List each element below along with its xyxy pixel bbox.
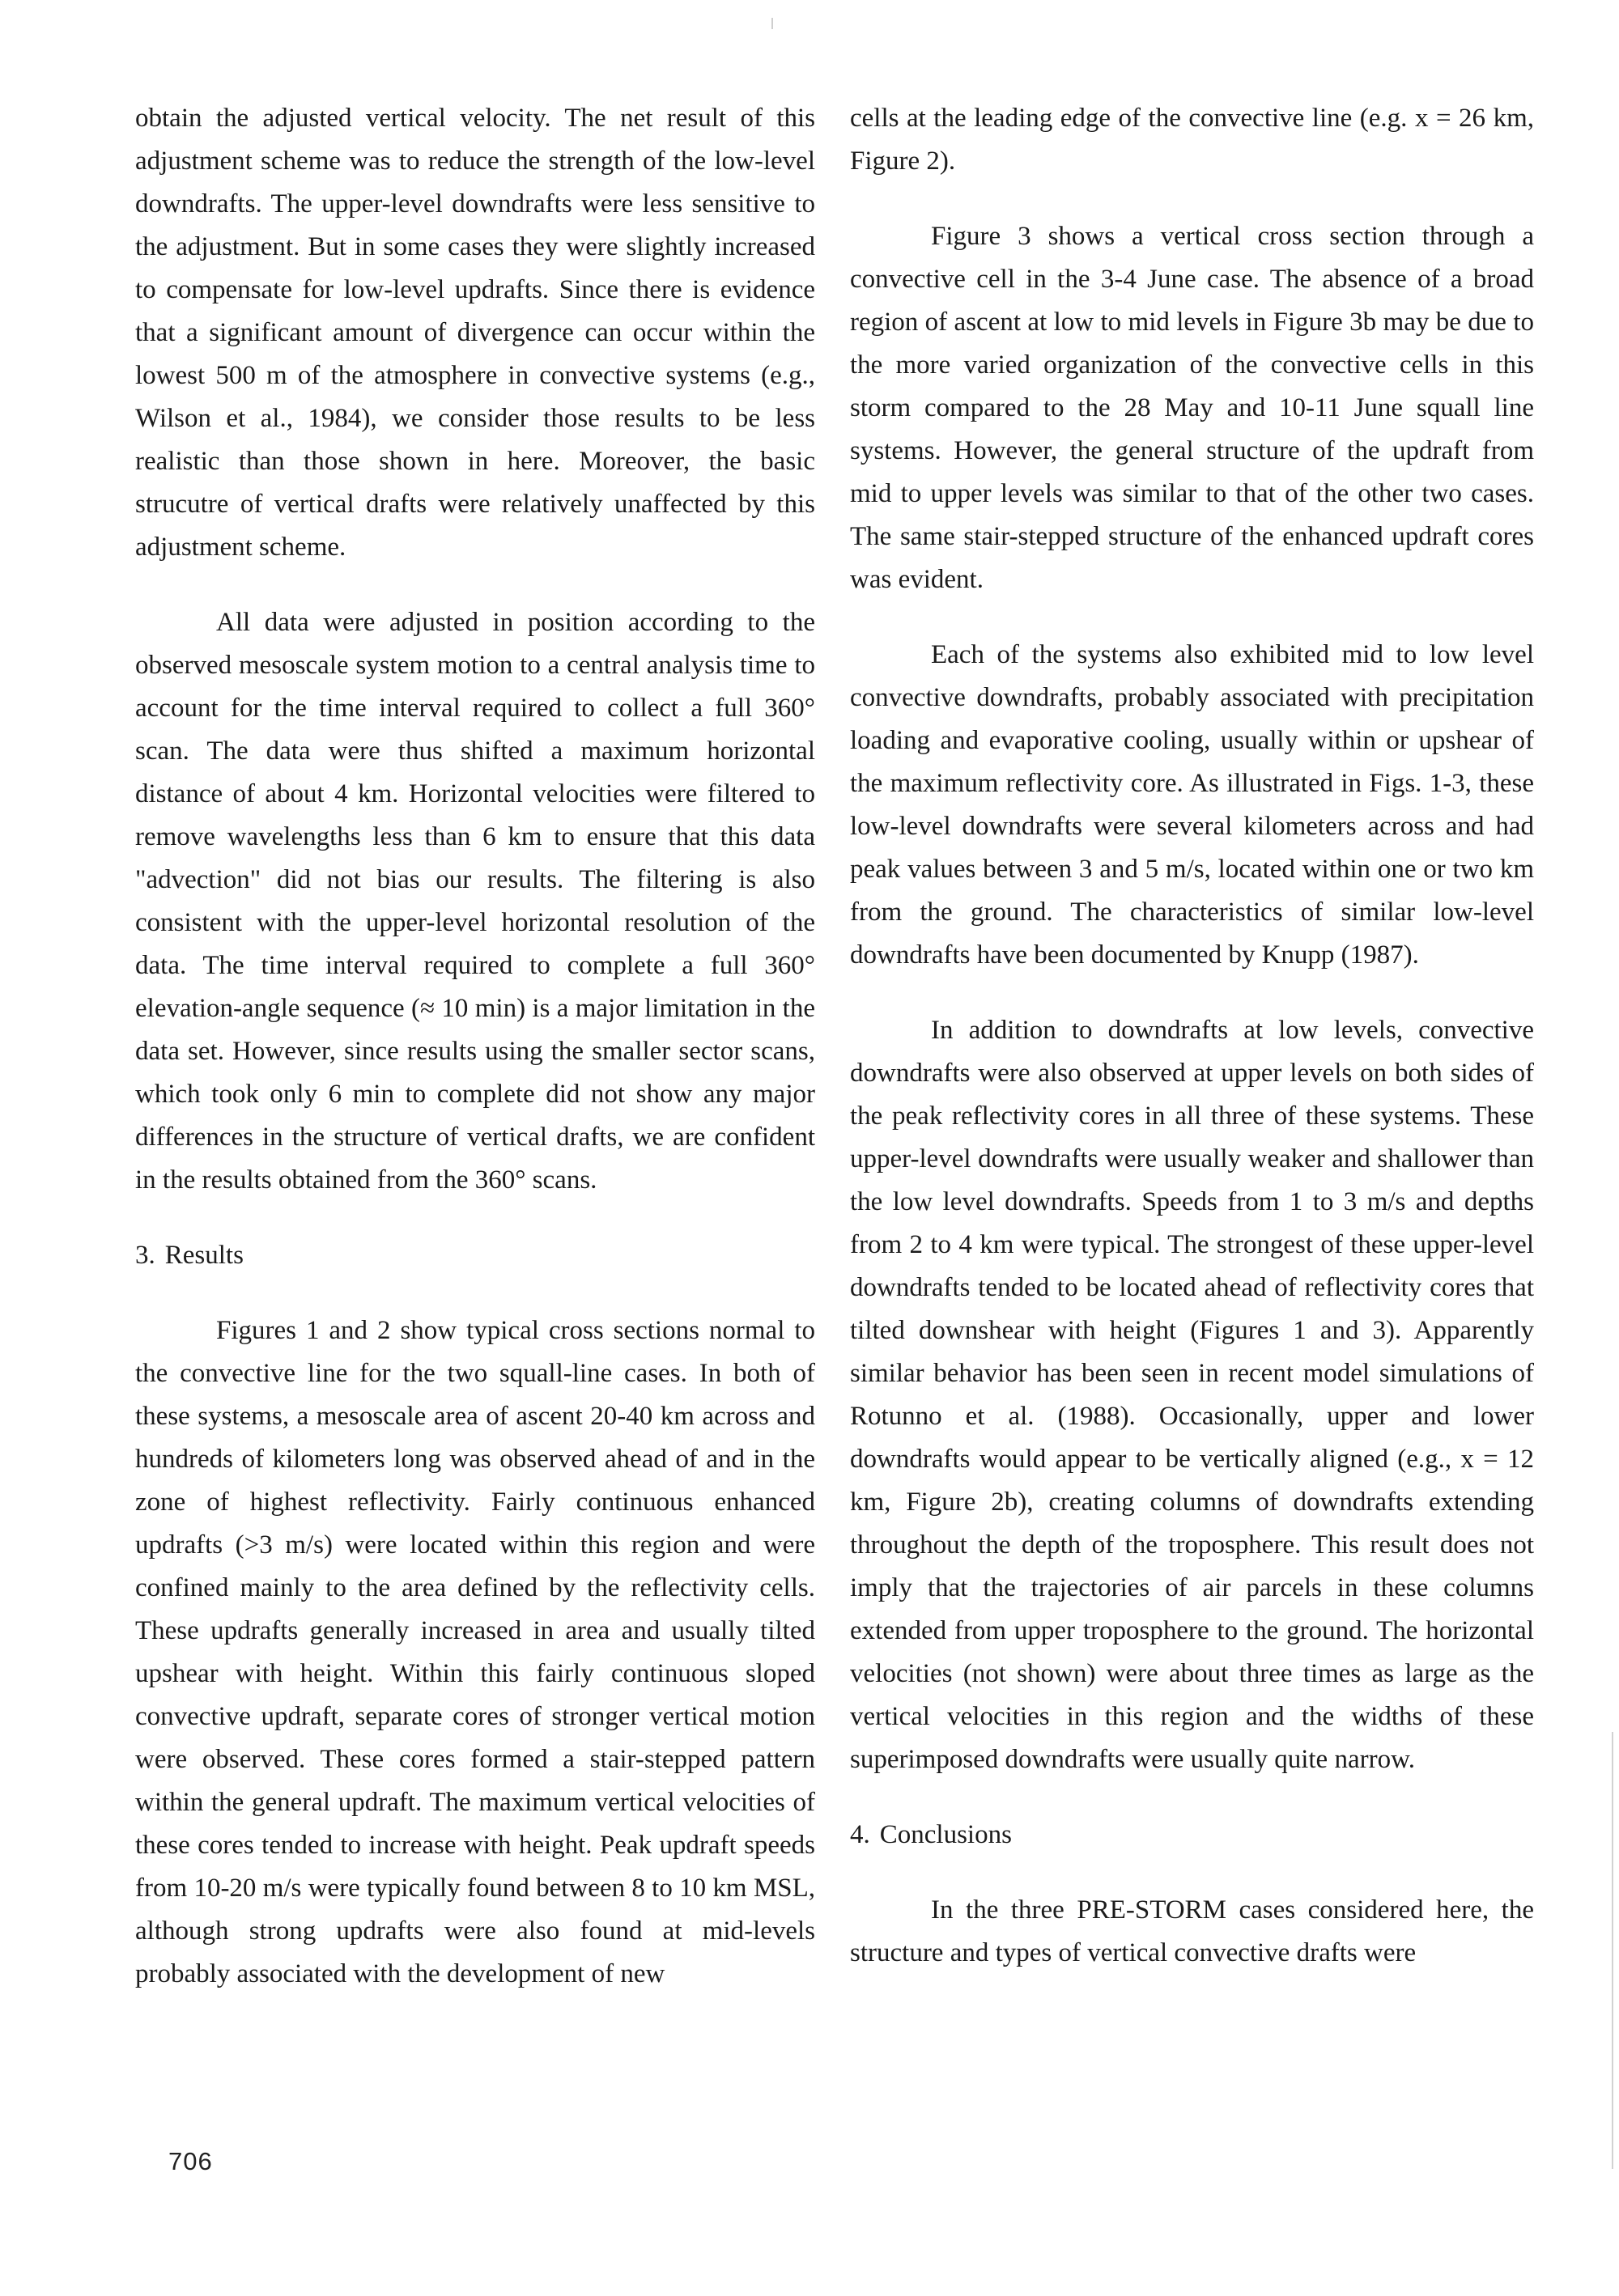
section-title: Conclusions (879, 1820, 1012, 1849)
section-number: 4. (850, 1820, 870, 1849)
left-paragraph-2: All data were adjusted in position according to the observed mesoscale system motion to a central analysis time to account for the time interval required to collect a full 360° scan. The data were thus shifted a maximum horizontal distance of about 4 km. Horizontal velocities were filtered to remove wavelengths less than 6 km to ensure that this data "advection" did not bias our results. The filtering is also consistent with the upper-level horizontal resolution of the data. The time interval required to complete a full 360° elevation-angle sequence (≈ 10 min) is a major limitation in the data set. However, since results using the smaller sector scans, which took only 6 min to complete did not show any major differences in the structure of vertical drafts, we are confident in the results obtained from the 360° scans. (135, 608, 815, 1195)
left-column (135, 97, 815, 1996)
page-number: 706 (168, 2147, 213, 2175)
section-number: 3. (135, 1241, 155, 1270)
section-title: Results (164, 1241, 244, 1270)
right-column (850, 97, 1534, 1975)
section-heading-conclusions (850, 1814, 1534, 1857)
right-paragraph-4: In addition to downdrafts at low levels, convective downdrafts were also observed at upper levels on both sides of the peak reflectivity cores in all three of these systems. These upper-level downdrafts were usually weaker and shallower than the low level downdrafts. Speeds from 1 to 3 m/s and depths from 2 to 4 km were typical. The strongest of these upper-level downdrafts tended to be located ahead of reflectivity cores that tilted downshear with height (Figures 1 and 3). Apparently similar behavior has been seen in recent model simulations of Rotunno et al. (1988). Occasionally, upper and lower downdrafts would appear to be vertically aligned (e.g., x = 12 km, Figure 2b), creating columns of downdrafts extending throughout the depth of the troposphere. This result does not imply that the trajectories of air parcels in these columns extended from upper troposphere to the ground. The horizontal velocities (not shown) were about three times as large as the vertical velocities in this region and the widths of these superimposed downdrafts were usually quite narrow. (850, 1016, 1534, 1774)
right-paragraph-3: Each of the systems also exhibited mid to low level convective downdrafts, probably associated with precipitation loading and evaporative cooling, usually within or upshear of the maximum reflectivity core. As illustrated in Figs. 1-3, these low-level downdrafts were several kilometers across and had peak values between 3 and 5 m/s, located within one or two km from the ground. The characteristics of similar low-level downdrafts have been documented by Knupp (1987). (850, 640, 1534, 970)
left-paragraph-1: obtain the adjusted vertical velocity. The net result of this adjustment scheme was to reduce the strength of the low-level downdrafts. The upper-level downdrafts were less sensitive to the adjustment. But in some cases they were slightly increased to compensate for low-level updrafts. Since there is evidence that a significant amount of divergence can occur within the lowest 500 m of the atmosphere in convective systems (e.g., Wilson et al., 1984), we consider those results to be less realistic than those shown in here. Moreover, the basic strucutre of vertical drafts were relatively unaffected by this adjustment scheme. (135, 104, 815, 562)
scan-edge-line (1612, 1732, 1613, 2169)
left-paragraph-3: Figures 1 and 2 show typical cross sections normal to the convective line for the two squall-line cases. In both of these systems, a mesoscale area of ascent 20-40 km across and hundreds of kilometers long was observed ahead of and in the zone of highest reflectivity. Fairly continuous enhanced updrafts (>3 m/s) were located within this region and were confined mainly to the area defined by the reflectivity cells. These updrafts generally increased in area and usually tilted upshear with height. Within this fairly continuous sloped convective updraft, separate cores of stronger vertical motion were observed. These cores formed a stair-stepped pattern within the general updraft. The maximum vertical velocities of these cores tended to increase with height. Peak updraft speeds from 10-20 m/s were typically found between 8 to 10 km MSL, although strong updrafts were also found at mid-levels probably associated with the development of new (135, 1316, 815, 1988)
right-paragraph-2: Figure 3 shows a vertical cross section through a convective cell in the 3-4 June case. The absence of a broad region of ascent at low to mid levels in Figure 3b may be due to the more varied organization of the convective cells in this storm compared to the 28 May and 10-11 June squall line systems. However, the general structure of the updraft from mid to upper levels was similar to that of the other two cases. The same stair-stepped structure of the enhanced updraft cores was evident. (850, 222, 1534, 594)
right-paragraph-1: cells at the leading edge of the convective line (e.g. x = 26 km, Figure 2). (850, 104, 1534, 176)
section-heading-results (135, 1234, 815, 1277)
right-paragraph-5: In the three PRE-STORM cases considered here, the structure and types of vertical convective drafts were (850, 1895, 1534, 1967)
scan-artifact-mark (771, 18, 773, 29)
